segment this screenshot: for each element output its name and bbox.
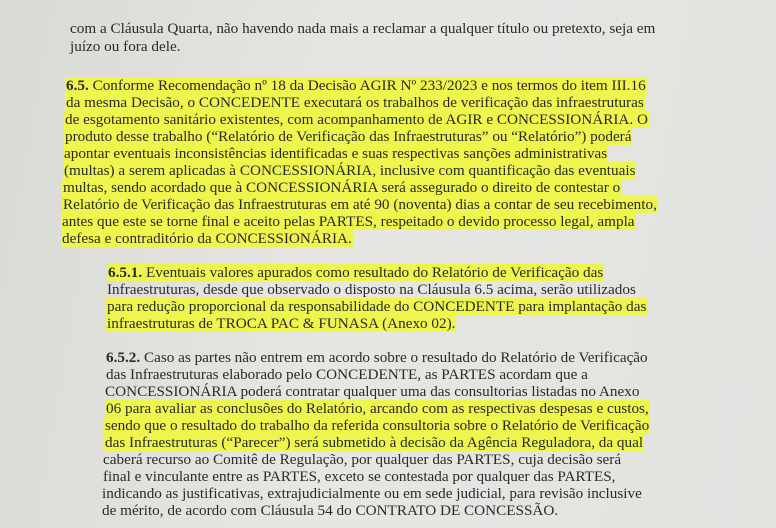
clause-6-5-2-line-1: 6.5.2. Caso as partes não entrem em acordo sobre o resultado do Relatório de Verificação [106, 349, 648, 366]
clause-6-5-line-10: defesa e contraditório da CONCESSIONÁRIA. [62, 230, 352, 247]
clause-6-5-line-9: antes que este se torne final e aceito pelas PARTES, respeitado o devido processo legal, ampla [62, 213, 635, 230]
clause-6-5-line-7: multas, sendo acordado que à CONCESSIONÁRIA será assegurado o direito de contestar o [63, 179, 621, 196]
clause-6-5-line-4: produto desse trabalho (“Relatório de Verificação das Infraestruturas” ou “Relatório”) poderá [65, 128, 632, 145]
clause-6-5-1-line-2: Infraestruturas, desde que observado o disposto na Cláusula 6.5 acima, serão utilizados [107, 281, 636, 298]
clause-6-5-line-6: (multas) a serem aplicadas à CONCESSIONÁRIA, inclusive com quantificação das eventuais [64, 162, 636, 179]
top-line-1: com a Cláusula Quarta, não havendo nada mais a reclamar a qualquer título ou pretexto, seja em [70, 20, 656, 37]
clause-6-5-2-line-2: das Infraestruturas elaborado pelo CONCEDENTE, as PARTES acordam que a [106, 366, 588, 383]
clause-6-5-2-number: 6.5.2. [106, 349, 141, 366]
clause-6-5-line-2: da mesma Decisão, o CONCEDENTE executará os trabalhos de verificação das infraestruturas [66, 94, 644, 111]
clause-6-5-line-1: 6.5. Conforme Recomendação nº 18 da Decisão AGIR Nº 233/2023 e nos termos do item III.16 [66, 77, 646, 94]
clause-6-5-2-line-7: caberá recurso ao Comitê de Regulação, por qualquer das PARTES, cuja decisão será [103, 451, 622, 468]
clause-6-5-line-3: de esgotamento sanitário existentes, com acompanhamento de AGIR e CONCESSIONÁRIA. O [65, 111, 648, 128]
clause-6-5-1-line-1: 6.5.1. Eventuais valores apurados como resultado do Relatório de Verificação das [108, 264, 604, 281]
clause-6-5-2-line-8: final e vinculante entre as PARTES, exceto se contestada por qualquer das PARTES, [103, 468, 616, 485]
clause-6-5-2-line-4: 06 para avaliar as conclusões do Relatório, arcando com as respectivas despesas e custos, [106, 400, 649, 417]
clause-6-5-line-5: apontar eventuais inconsistências identificadas e suas respectivas sanções administrativas [64, 145, 608, 162]
clause-6-5-number: 6.5. [66, 77, 89, 94]
top-line-2: juízo ou fora dele. [70, 38, 181, 55]
clause-6-5-1-line-4: infraestruturas de TROCA PAC & FUNASA (Anexo 02). [107, 315, 456, 332]
clause-6-5-1-line-3: para redução proporcional da responsabilidade do CONCEDENTE para implantação das [107, 298, 647, 315]
clause-6-5-1-number: 6.5.1. [108, 264, 143, 281]
clause-6-5-line-8: Relatório de Verificação das Infraestruturas em até 90 (noventa) dias a contar de seu recebimento, [63, 196, 657, 213]
clause-6-5-2-line-10: de mérito, de acordo com Cláusula 54 do CONTRATO DE CONCESSÃO. [102, 502, 559, 519]
clause-6-5-2-line-5: sendo que o resultado do trabalho da referida consultoria sobre o Relatório de Verificação [105, 417, 650, 434]
clause-6-5-2-line-3: CONCESSIONÁRIA poderá contratar qualquer uma das consultorias listadas no Anexo [105, 383, 640, 400]
clause-6-5-2-line-6: das Infraestruturas (“Parecer”) será submetido à decisão da Agência Reguladora, da qual [105, 434, 644, 451]
clause-6-5-2-line-9: indicando as justificativas, extrajudicialmente ou em sede judicial, para revisão inclusive [102, 485, 642, 502]
